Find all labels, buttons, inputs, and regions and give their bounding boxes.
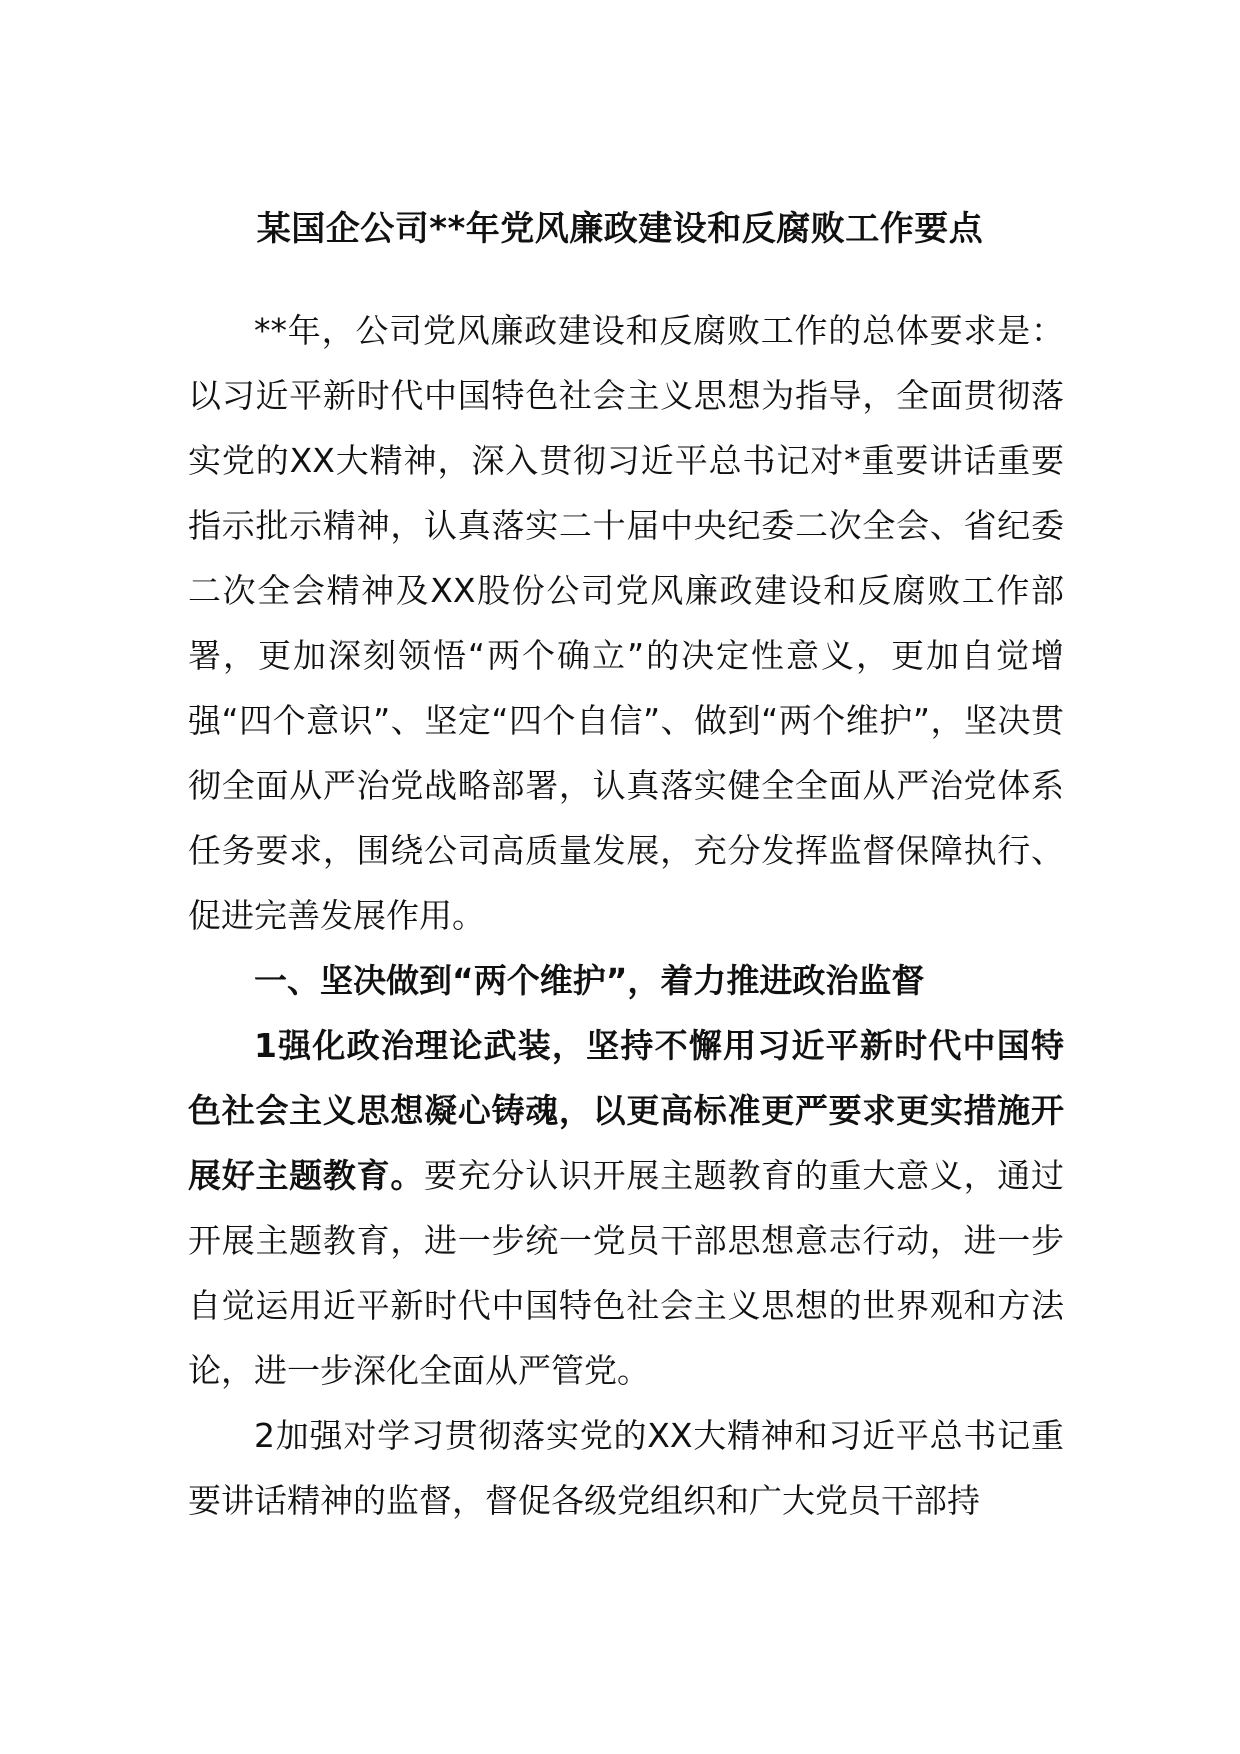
item-1-normal-text: 要充分认识开展主题教育的重大意义，通过开展主题教育，进一步统一党员干部思想意志行动，进一步自觉运用近平新时代中国特色社会主义思想的世界观和方法论，进一步深化全面从严管党。 — [188, 1156, 1065, 1390]
intro-paragraph: **年，公司党风廉政建设和反腐败工作的总体要求是：以习近平新时代中国特色社会主义思想为指导，全面贯彻落实党的XX大精神，深入贯彻习近平总书记对*重要讲话重要指示批示精神，认真落实二十届中央纪委二次全会、省纪委二次全会精神及XX股份公司党风廉政建设和反腐败工作部署，更加深刻领悟“两个确立”的决定性意义，更加自觉增强“四个意识”、坚定“四个自信”、做到“两个维护”，坚决贯彻全面从严治党战略部署，认真落实健全全面从严治党体系任务要求，围绕公司高质量发展，充分发挥监督保障执行、促进完善发展作用。 — [188, 311, 1064, 935]
item-2-paragraph: 2加强对学习贯彻落实党的XX大精神和习近平总书记重要讲话精神的监督，督促各级党组织和广大党员干部持 — [188, 1416, 1064, 1520]
item-1-paragraph — [188, 1013, 1064, 1403]
page-title: 某国企公司**年党风廉政建设和反腐败工作要点 — [256, 209, 984, 249]
section-heading: 一、坚决做到“两个维护”，着力推进政治监督 — [254, 961, 925, 1000]
document-body — [188, 298, 1064, 1533]
item-1-bold-text: 1强化政治理论武装，坚持不懈用习近平新时代中国特色社会主义思想凝心铸魂，以更高标准更严要求更实措施开展好主题教育。 — [188, 1026, 1064, 1195]
